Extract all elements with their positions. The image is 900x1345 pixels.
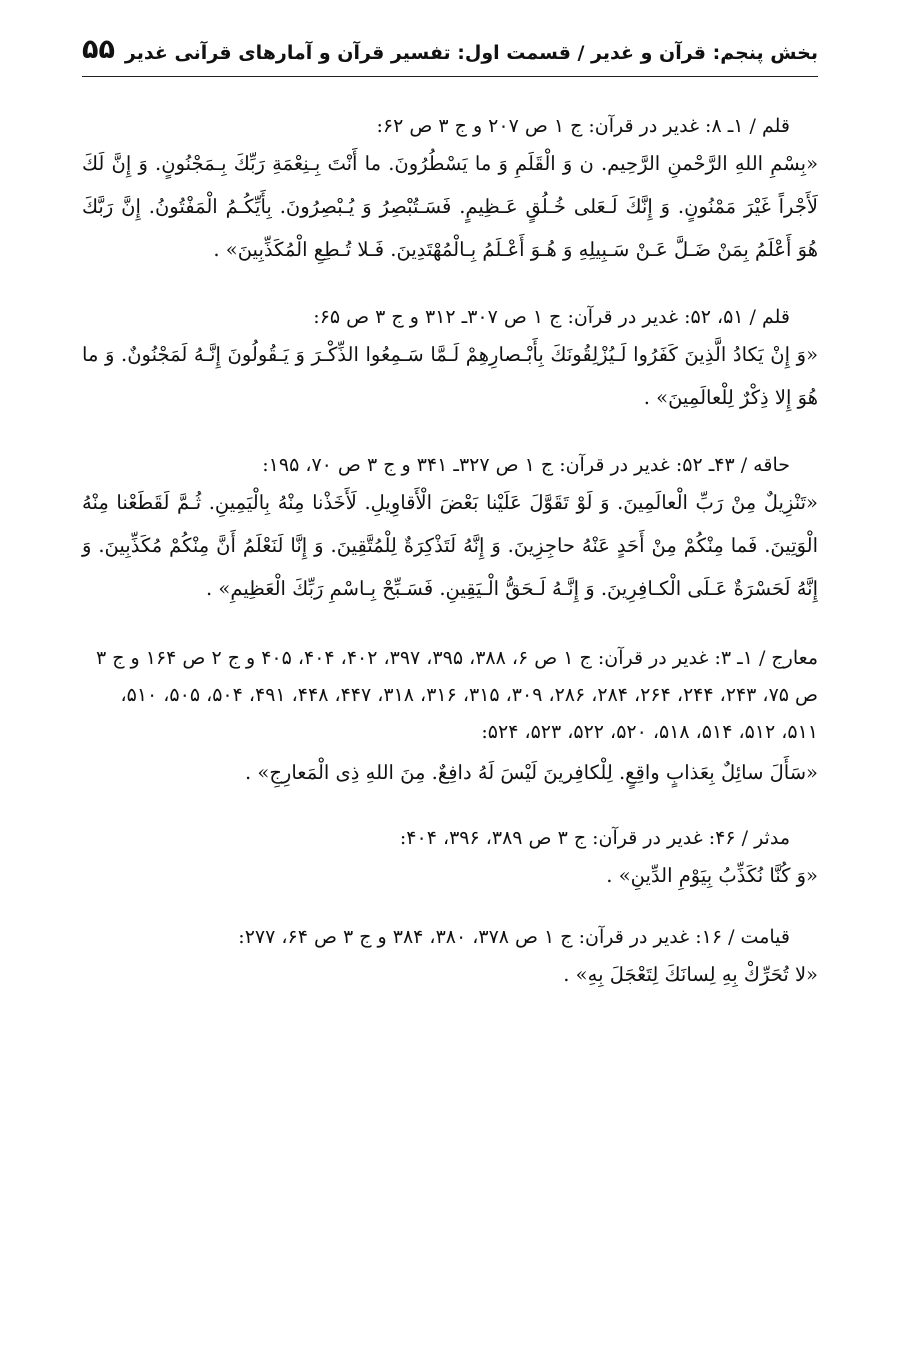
entry-verse: «لا تُحَرِّكْ بِهِ لِسانَكَ لِتَعْجَلَ بِهِ» .	[563, 963, 818, 986]
entry-qalam-51-52	[82, 301, 818, 419]
entry-reference: حاقه / ۴۳ـ ۵۲: غدیر در قرآن: ج ۱ ص ۳۲۷ـ ۳۴۱ و ج ۳ ص ۷۰، ۱۹۵:	[262, 454, 790, 476]
entry-haqqa-43-52	[82, 449, 818, 610]
page-body	[82, 110, 818, 1024]
entry-qalam-1-8	[82, 110, 818, 271]
entry-reference: مدثر / ۴۶: غدیر در قرآن: ج ۳ ص ۳۸۹، ۳۹۶، ۴۰۴:	[399, 827, 790, 849]
entry-verse: «تَنْزِيلٌ مِنْ رَبِّ الْعالَمِينَ. وَ لَوْ تَقَوَّلَ عَلَيْنا بَعْضَ الْأَقاوِيلِ. لَأَخَذْنا مِنْهُ بِالْيَمِينِ. ثُـمَّ لَقَطَعْنا مِنْهُ الْوَتِينَ. فَما مِنْكُمْ مِنْ أَحَدٍ عَنْهُ حاجِزِينَ. وَ إِنَّهُ لَتَذْكِرَةٌ لِلْمُتَّقِينَ. وَ إِنَّا لَنَعْلَمُ أَنَّ مِنْكُمْ مُكَذِّبِينَ. وَ إِنَّهُ لَحَسْرَةٌ عَـلَى الْكـافِرِينَ. وَ إِنَّـهُ لَـحَقُّ الْـيَقِينِ. فَسَـبِّحْ بِـاسْمِ رَبِّكَ الْعَظِيمِ» .	[82, 491, 818, 600]
entry-muddathir-46	[82, 822, 818, 897]
entry-verse: «بِسْمِ اللهِ الرَّحْمنِ الرَّحِيم. ن وَ الْقَلَمِ وَ ما يَسْطُرُونَ. ما أَنْتَ بِـنِعْمَةِ رَبِّكَ بِـمَجْنُونٍ. وَ إِنَّ لَكَ لَأَجْراً غَيْرَ مَمْنُونٍ. وَ إِنَّكَ لَـعَلى خُـلُقٍ عَـظِيمٍ. فَسَـتُبْصِرُ وَ يُـبْصِرُونَ. بِأَيِّكُـمُ الْمَفْتُونُ. إِنَّ رَبَّكَ هُوَ أَعْلَمُ بِمَنْ ضَـلَّ عَـنْ سَـبِيلِهِ وَ هُـوَ أَعْـلَمُ بِـالْمُهْتَدِينَ. فَـلا تُـطِعِ الْمُكَذِّبِينَ» .	[82, 152, 818, 261]
entry-qiyama-16	[82, 921, 818, 996]
entry-verse: «سَأَلَ سائِلٌ بِعَذابٍ واقِعٍ. لِلْكافِرينَ لَيْسَ لَهُ دافِعٌ. مِنَ اللهِ ذِى الْمَعارِجِ» .	[245, 761, 818, 784]
page-number: ۵۵	[82, 34, 115, 65]
entry-reference: قلم / ۱ـ ۸: غدیر در قرآن: ج ۱ ص ۲۰۷ و ج ۳ ص ۶۲:	[376, 115, 790, 137]
page-header	[82, 28, 818, 77]
entry-verse: «وَ إِنْ يَكادُ الَّذِينَ كَفَرُوا لَـيُزْلِقُونَكَ بِأَبْـصارِهِمْ لَـمَّا سَـمِعُوا الذِّكْـرَ وَ يَـقُولُونَ إِنَّـهُ لَمَجْنُونٌ. وَ ما هُوَ إِلا ذِكْرٌ لِلْعالَمِينَ» .	[82, 343, 818, 409]
running-header-title: بخش پنجم: قرآن و غدیر / قسمت اول: تفسیر قرآن و آمارهای قرآنی غدیر	[124, 42, 818, 64]
entry-verse: «وَ كُنَّا نُكَذِّبُ بِيَوْمِ الدِّينِ» .	[606, 864, 818, 887]
entry-reference: قلم / ۵۱، ۵۲: غدیر در قرآن: ج ۱ ص ۳۰۷ـ ۳۱۲ و ج ۳ ص ۶۵:	[313, 306, 790, 328]
entry-reference: قیامت / ۱۶: غدیر در قرآن: ج ۱ ص ۳۷۸، ۳۸۰، ۳۸۴ و ج ۳ ص ۶۴، ۲۷۷:	[238, 926, 790, 948]
entry-maarij-1-3	[82, 640, 818, 794]
entry-reference: معارج / ۱ـ ۳: غدیر در قرآن: ج ۱ ص ۶، ۳۸۸، ۳۹۵، ۳۹۷، ۴۰۲، ۴۰۴، ۴۰۵ و ج ۲ ص ۱۶۴ و ج ۳ ص ۷۵، ۲۴۳، ۲۴۴، ۲۶۴، ۲۸۴، ۲۸۶، ۳۰۹، ۳۱۵، ۳۱۶، ۳۱۸، ۴۴۷، ۴۴۸، ۴۹۱، ۵۰۴، ۵۰۵، ۵۱۰، ۵۱۱، ۵۱۲، ۵۱۴، ۵۱۸، ۵۲۰، ۵۲۲، ۵۲۳، ۵۲۴:	[95, 647, 818, 743]
